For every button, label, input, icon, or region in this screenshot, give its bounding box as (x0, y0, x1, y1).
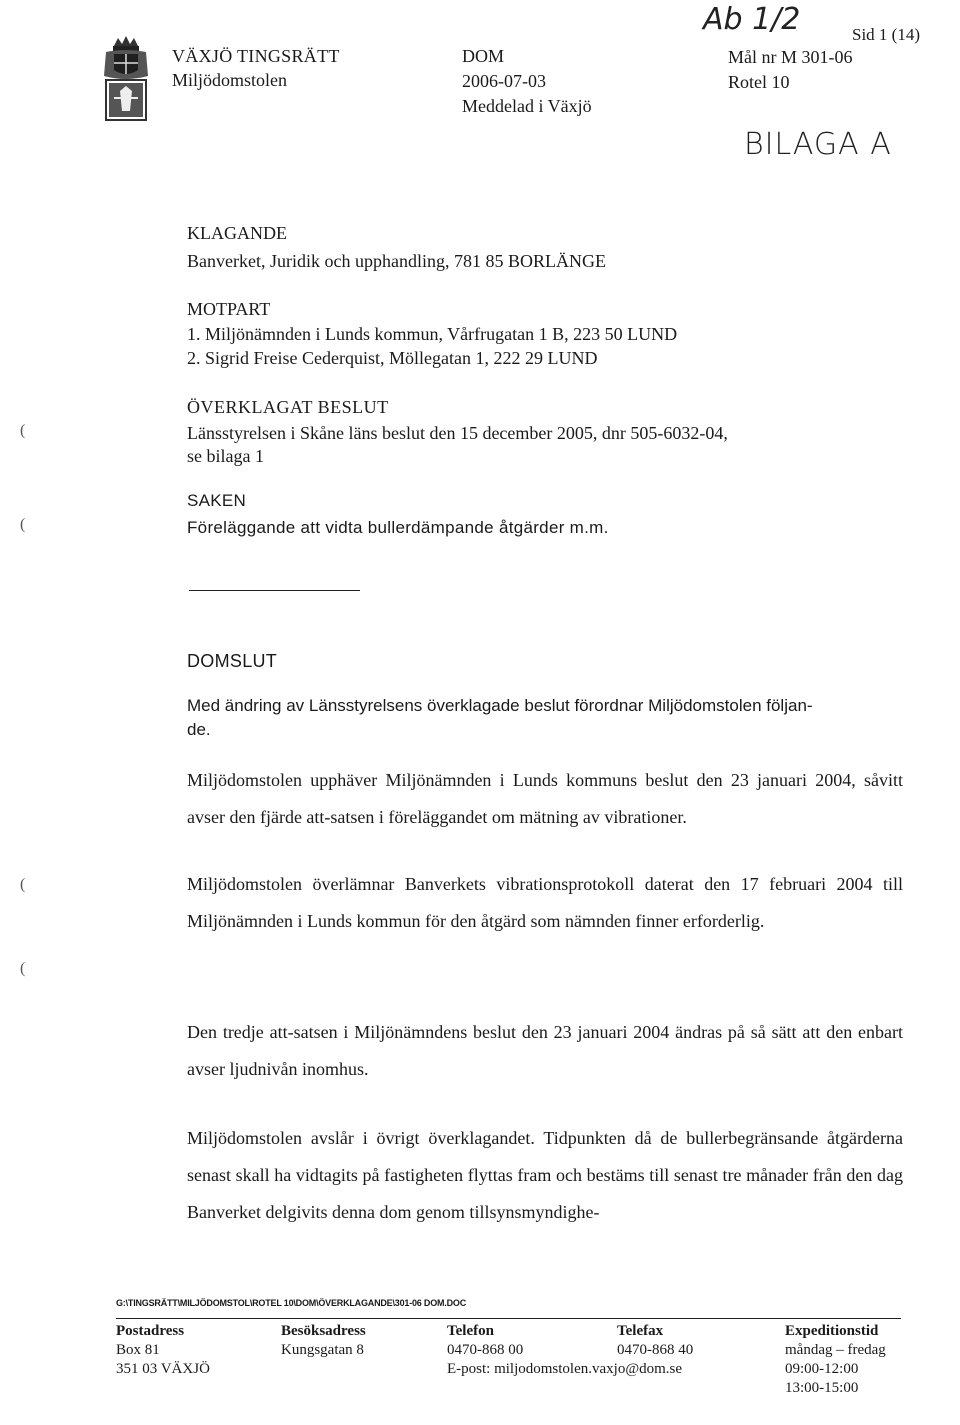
expedition-heading: Expeditionstid (785, 1323, 879, 1339)
footer-besok (281, 1322, 366, 1360)
handwritten-ref: Ab 1/2 (703, 2, 801, 37)
footer-postadress (116, 1322, 210, 1379)
appealed-heading: ÖVERKLAGAT BESLUT (187, 397, 389, 417)
appealed-line2: se bilaga 1 (187, 446, 264, 466)
doc-type: DOM (462, 46, 505, 66)
telefon-heading: Telefon (447, 1323, 494, 1339)
issued-place: Meddelad i Växjö (462, 96, 592, 116)
ruling-p2: Miljödomstolen upphäver Miljönämnden i Lunds kommuns beslut den 23 januari 2004, såvitt avser den fjärde att-satsen i föreläggandet om mätning av vibrationer. (187, 770, 903, 827)
margin-mark: ( (20, 422, 26, 439)
postadress-line2: 351 03 VÄXJÖ (116, 1361, 210, 1377)
besok-heading: Besöksadress (281, 1323, 366, 1339)
court-unit: Miljödomstolen (172, 70, 288, 90)
handwritten-bilaga: BILAGA A (744, 127, 892, 162)
expedition-hours-1: 09:00-12:00 (785, 1361, 859, 1377)
email-address: E-post: miljodomstolen.vaxjo@dom.se (447, 1361, 683, 1377)
page-number: Sid 1 (14) (852, 25, 920, 44)
rotel: Rotel 10 (728, 72, 790, 92)
footer-telefax (617, 1322, 693, 1360)
ruling-p3: Miljödomstolen överlämnar Banverkets vibrationsprotokoll daterat den 17 februari 2004 till Miljönämnden i Lunds kommun för den åtgärd som nämnden finner erforderlig. (187, 874, 903, 931)
doc-date: 2006-07-03 (462, 71, 546, 91)
telefon-number: 0470-868 00 (447, 1342, 524, 1358)
crest-icon (100, 36, 152, 124)
telefax-heading: Telefax (617, 1323, 664, 1339)
divider (189, 590, 360, 591)
footer-rule (116, 1318, 901, 1319)
ruling-p4: Den tredje att-satsen i Miljönämndens beslut den 23 januari 2004 ändras på så sätt att den enbart avser ljudnivån inomhus. (187, 1022, 903, 1079)
court-name: VÄXJÖ TINGSRÄTT (172, 46, 340, 66)
motpart-2: 2. Sigrid Freise Cederquist, Möllegatan 1, 222 29 LUND (187, 348, 598, 368)
postadress-heading: Postadress (116, 1323, 185, 1339)
besok-line1: Kungsgatan 8 (281, 1342, 364, 1358)
expedition-days: måndag – fredag (785, 1342, 886, 1358)
klagande-text: Banverket, Juridik och upphandling, 781 85 BORLÄNGE (187, 251, 606, 271)
motpart-heading: MOTPART (187, 299, 271, 319)
matter-text: Föreläggande att vidta bullerdämpande åtgärder m.m. (187, 518, 609, 537)
ruling-p1-line2: de. (187, 720, 211, 739)
postadress-line1: Box 81 (116, 1342, 160, 1358)
file-path: G:\TINGSRÄTT\MILJÖDOMSTOL\ROTEL 10\DOM\ÖVERKLAGANDE\301-06 DOM.DOC (116, 1298, 466, 1308)
motpart-1: 1. Miljönämnden i Lunds kommun, Vårfrugatan 1 B, 223 50 LUND (187, 324, 678, 344)
klagande-heading: KLAGANDE (187, 223, 287, 243)
ruling-p5: Miljödomstolen avslår i övrigt överklagandet. Tidpunkten då de bullerbegränsande åtgärderna senast skall ha vidtagits på fastigheten flyttas fram och bestäms till senast tre månader från den dag Banverket delgivits denna dom genom tillsynsmyndighe- (187, 1128, 903, 1222)
appealed-line1: Länsstyrelsen i Skåne läns beslut den 15 december 2005, dnr 505-6032-04, (187, 423, 728, 443)
case-number: Mål nr M 301-06 (728, 47, 853, 67)
telefax-number: 0470-868 40 (617, 1342, 694, 1358)
margin-mark: ( (20, 516, 26, 533)
ruling-heading: DOMSLUT (187, 651, 278, 671)
expedition-hours-2: 13:00-15:00 (785, 1380, 859, 1396)
matter-heading: SAKEN (187, 491, 247, 510)
footer-expedition (785, 1322, 886, 1398)
margin-mark: ( (20, 876, 26, 893)
margin-mark: ( (20, 960, 26, 977)
ruling-p1-line1: Med ändring av Länsstyrelsens överklagade beslut förordnar Miljödomstolen följan- (187, 696, 813, 715)
